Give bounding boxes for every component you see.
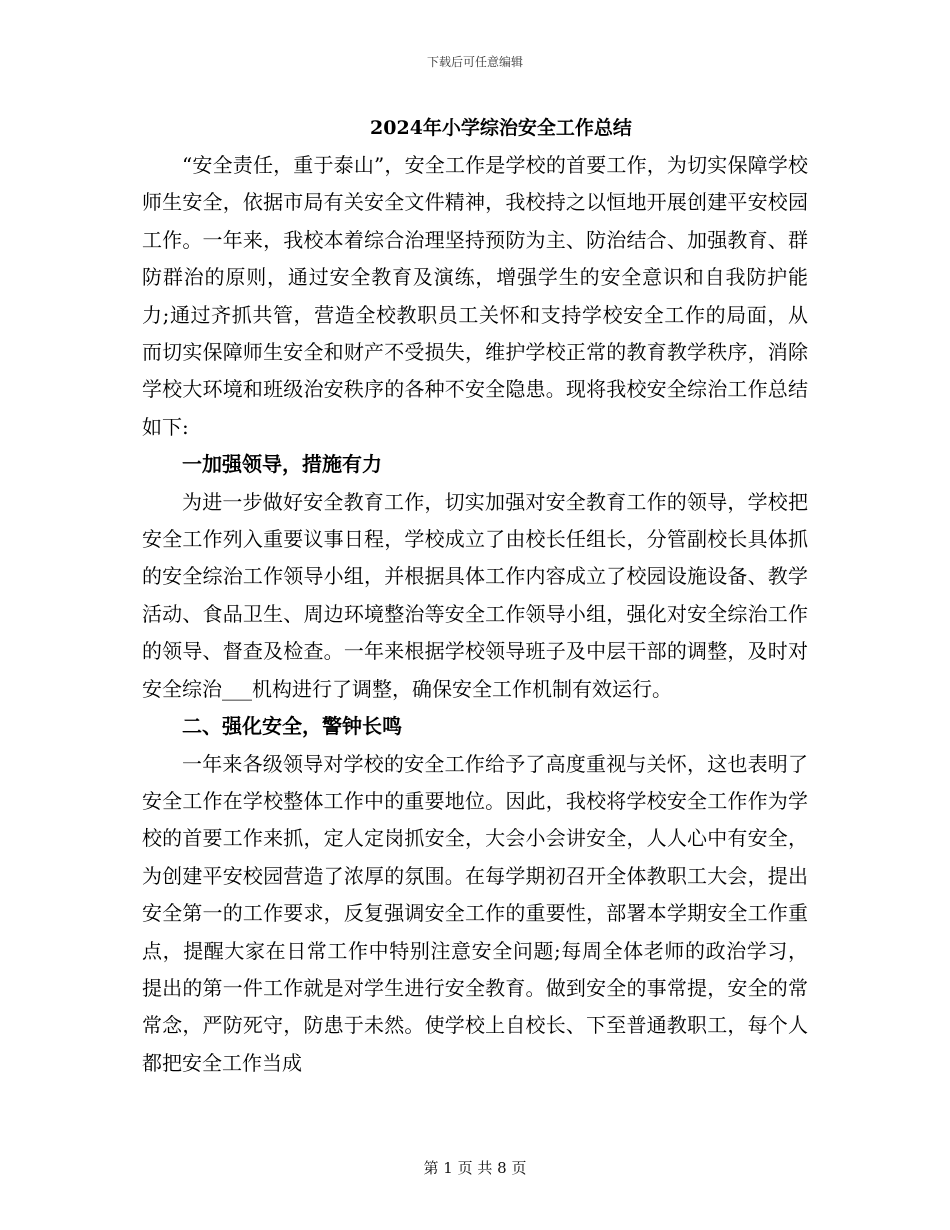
section-paragraph-2: 一年来各级领导对学校的安全工作给予了高度重视与关怀，这也表明了安全工作在学校整体工作中的重要地位。因此，我校将学校安全工作作为学校的首要工作来抓，定人定岗抓安全，大会小会讲安全，人人心中有安全，为创建平安校园营造了浓厚的氛围。在每学期初召开全体教职工大会，提出安全第一的工作要求，反复强调安全工作的重要性，部署本学期安全工作重点，提醒大家在日常工作中特别注意安全问题;每周全体老师的政治学习，提出的第一件工作就是对学生进行安全教育。做到安全的事常提，安全的常常念，严防死守，防患于未然。使学校上自校长、下至普通教职工，每个人都把安全工作当成	[142, 751, 808, 1075]
intro-paragraph: “安全责任，重于泰山”，安全工作是学校的首要工作，为切实保障学校师生安全，依据市局有关安全文件精神，我校持之以恒地开展创建平安校园工作。一年来，我校本着综合治理坚持预防为主、防治结合、加强教育、群防群治的原则，通过安全教育及演练，增强学生的安全意识和自我防护能力;通过齐抓共管，营造全校教职员工关怀和支持学校安全工作的局面，从而切实保障师生安全和财产不受损失，维护学校正常的教育教学秩序，消除学校大环境和班级治安秩序的各种不安全隐患。现将我校安全综治工作总结如下:	[142, 153, 808, 439]
section-heading-1: 一加强领导，措施有力	[182, 452, 382, 477]
section-heading-2: 二、强化安全，警钟长鸣	[182, 714, 402, 739]
document-body	[142, 147, 808, 1082]
section-paragraph-1: 为进一步做好安全教育工作，切实加强对安全教育工作的领导，学校把安全工作列入重要议事日程，学校成立了由校长任组长，分管副校长具体抓的安全综治工作领导小组，并根据具体工作内容成立了校园设施设备、教学活动、食品卫生、周边环境整治等安全工作领导小组，强化对安全综治工作的领导、督查及检查。一年来根据学校领导班子及中层干部的调整，及时对安全综治___机构进行了调整，确保安全工作机制有效运行。	[142, 489, 808, 701]
header-note: 下载后可任意编辑	[426, 55, 523, 69]
page-number: 第 1 页 共 8 页	[423, 1159, 527, 1177]
document-title: 2024年小学综治安全工作总结	[370, 117, 632, 139]
